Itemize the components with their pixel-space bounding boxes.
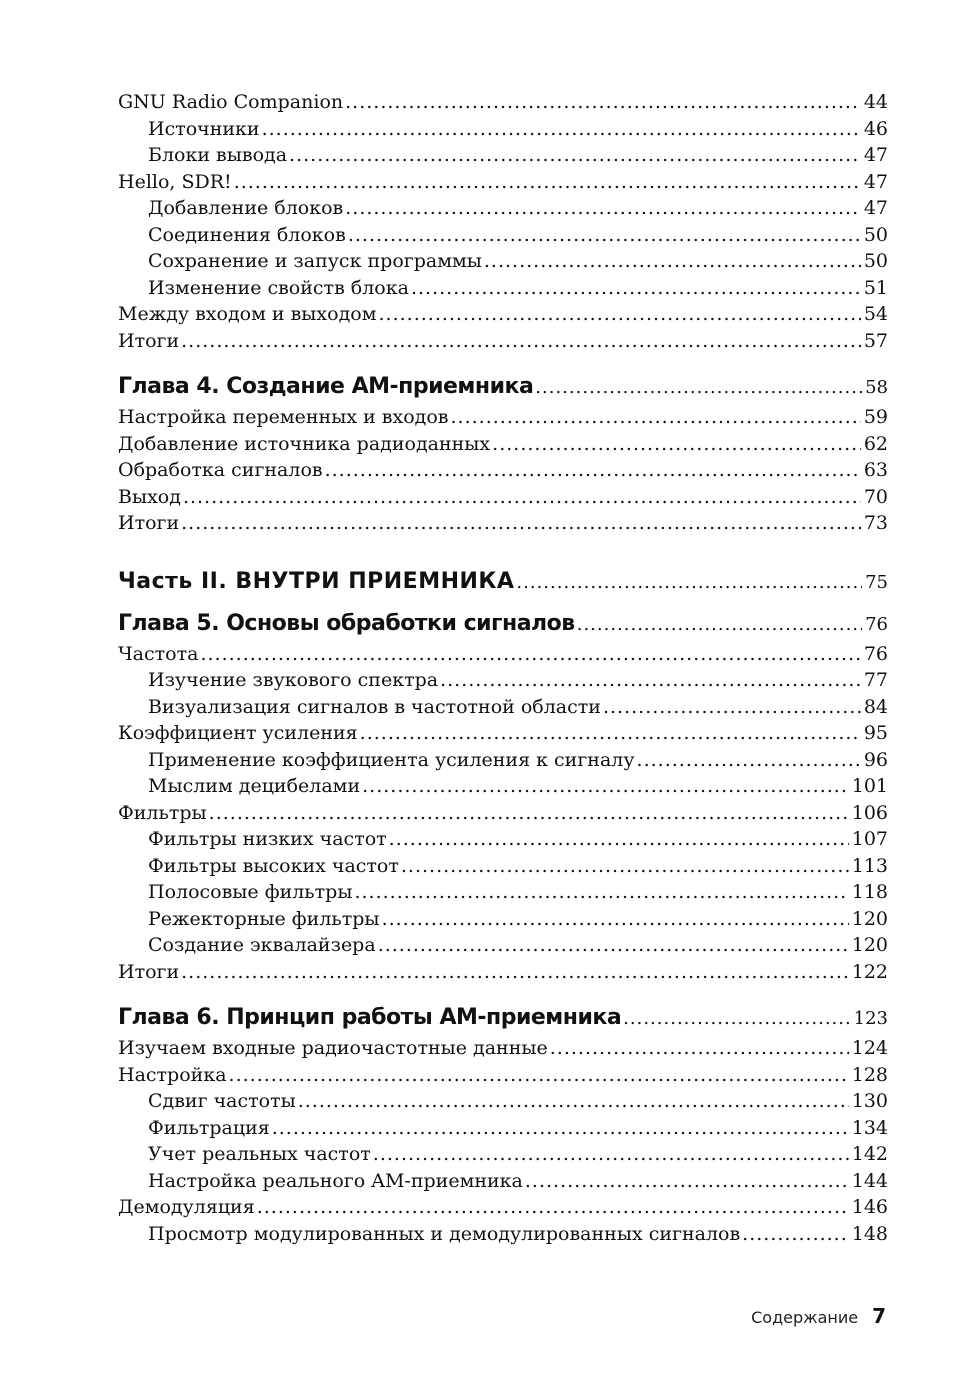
dot-leader — [378, 932, 849, 959]
chapter-page: 123 — [853, 1008, 888, 1029]
entry-page: 124 — [851, 1037, 888, 1059]
toc-entry — [118, 853, 888, 880]
toc-entry — [118, 328, 888, 355]
chapter-heading — [118, 370, 888, 404]
entry-page: 101 — [851, 775, 888, 797]
entry-page: 44 — [863, 91, 888, 113]
entry-title: GNU Radio Companion — [118, 91, 344, 113]
dot-leader — [234, 169, 861, 196]
entry-page: 95 — [863, 722, 888, 744]
entry-title: Учет реальных частот — [148, 1143, 371, 1165]
dot-leader — [360, 720, 861, 747]
dot-leader — [200, 641, 860, 668]
entry-title: Режекторные фильтры — [148, 907, 380, 930]
chapter-page: 58 — [865, 377, 888, 398]
dot-leader — [401, 853, 849, 880]
page-footer — [751, 1304, 886, 1328]
entry-page: 63 — [863, 459, 888, 481]
dot-leader — [373, 1141, 849, 1168]
entry-page: 148 — [851, 1222, 888, 1245]
entry-page: 50 — [863, 250, 888, 272]
spacer — [118, 985, 888, 1001]
toc-entry — [118, 906, 888, 933]
entry-title: Изменение свойств блока — [148, 276, 409, 299]
entry-title: Сдвиг частоты — [148, 1090, 296, 1112]
toc-entry — [118, 1221, 888, 1248]
dot-leader — [516, 565, 862, 600]
dot-leader — [257, 1194, 849, 1221]
entry-title: Выход — [118, 485, 181, 508]
entry-page: 120 — [851, 934, 888, 956]
entry-page: 130 — [851, 1090, 888, 1112]
toc-entry — [118, 1168, 888, 1195]
dot-leader — [362, 773, 849, 800]
toc-entry — [118, 641, 888, 668]
entry-title: Фильтры высоких частот — [148, 854, 399, 877]
toc-entry — [118, 932, 888, 959]
toc-entry — [118, 484, 888, 511]
entry-title: Создание эквалайзера — [148, 934, 376, 956]
chapter-title: Глава 6. Принцип работы AM-приемника — [118, 1005, 622, 1030]
toc-entry — [118, 431, 888, 458]
toc-entry — [118, 142, 888, 169]
entry-title: Полосовые фильтры — [148, 881, 353, 903]
toc-entry — [118, 1194, 888, 1221]
dot-leader — [181, 328, 861, 355]
toc-entry — [118, 116, 888, 143]
entry-page: 50 — [863, 223, 888, 246]
dot-leader — [577, 607, 862, 642]
dot-leader — [181, 959, 849, 986]
toc-entry — [118, 195, 888, 222]
entry-title: Между входом и выходом — [118, 303, 377, 325]
entry-page: 73 — [863, 512, 888, 534]
entry-title: Визуализация сигналов в частотной области — [148, 695, 601, 718]
entry-page: 120 — [851, 907, 888, 930]
dot-leader — [623, 1001, 850, 1036]
entry-page: 106 — [851, 801, 888, 824]
entry-title: Мыслим децибелами — [148, 775, 361, 797]
entry-title: Итоги — [118, 960, 180, 983]
entry-page: 47 — [863, 197, 888, 219]
toc-entry — [118, 1141, 888, 1168]
entry-page: 51 — [863, 276, 888, 299]
entry-title: Сохранение и запуск программы — [148, 250, 482, 272]
dot-leader — [440, 667, 861, 694]
chapter-heading — [118, 1001, 888, 1035]
entry-page: 144 — [851, 1169, 888, 1192]
dot-leader — [451, 404, 861, 431]
toc-entry — [118, 720, 888, 747]
dot-leader — [637, 747, 861, 774]
entry-title: Фильтры низких частот — [148, 828, 387, 850]
entry-title: Соединения блоков — [148, 223, 346, 246]
entry-title: Настройка — [118, 1063, 227, 1086]
dot-leader — [325, 457, 861, 484]
entry-title: Фильтрация — [148, 1116, 270, 1139]
dot-leader — [209, 800, 849, 827]
dot-leader — [354, 879, 848, 906]
spacer — [118, 354, 888, 370]
dot-leader — [229, 1062, 849, 1089]
entry-title: Частота — [118, 642, 199, 665]
chapter-title: Глава 5. Основы обработки сигналов — [118, 610, 575, 636]
toc-entry — [118, 169, 888, 196]
table-of-contents — [118, 89, 888, 1247]
entry-page: 134 — [851, 1116, 888, 1139]
entry-page: 59 — [863, 406, 888, 428]
entry-title: Демодуляция — [118, 1196, 255, 1218]
toc-entry — [118, 773, 888, 800]
toc-entry — [118, 510, 888, 537]
dot-leader — [603, 694, 861, 721]
entry-page: 70 — [863, 485, 888, 508]
toc-entry — [118, 667, 888, 694]
part-title: Часть II. ВНУТРИ ПРИЕМНИКА — [118, 568, 515, 594]
chapter-heading — [118, 607, 888, 641]
entry-title: Итоги — [118, 329, 180, 352]
toc-entry — [118, 879, 888, 906]
toc-entry — [118, 959, 888, 986]
toc-entry — [118, 1088, 888, 1115]
chapter-title: Глава 4. Создание AM-приемника — [118, 374, 534, 399]
chapter-page: 76 — [865, 613, 888, 635]
entry-title: Добавление источника радиоданных — [118, 432, 491, 455]
dot-leader — [492, 431, 861, 458]
entry-page: 118 — [851, 881, 888, 903]
dot-leader — [272, 1115, 849, 1142]
entry-page: 84 — [863, 695, 888, 718]
dot-leader — [345, 89, 861, 116]
entry-title: Добавление блоков — [148, 197, 344, 219]
toc-entry — [118, 248, 888, 275]
entry-title: Блоки вывода — [148, 144, 288, 166]
dot-leader — [183, 484, 861, 511]
entry-title: Просмотр модулированных и демодулированных сигналов — [148, 1222, 741, 1245]
entry-title: Hello, SDR! — [118, 170, 232, 193]
toc-entry — [118, 1035, 888, 1062]
entry-page: 113 — [851, 854, 888, 877]
toc-entry — [118, 800, 888, 827]
toc-entry — [118, 89, 888, 116]
entry-title: Настройка реального AM-приемника — [148, 1169, 523, 1192]
toc-entry — [118, 457, 888, 484]
entry-page: 142 — [851, 1143, 888, 1165]
entry-title: Изучение звукового спектра — [148, 669, 439, 691]
dot-leader — [289, 142, 861, 169]
entry-page: 96 — [863, 748, 888, 771]
entry-page: 146 — [851, 1196, 888, 1218]
entry-page: 46 — [863, 117, 888, 140]
entry-title: Коэффициент усиления — [118, 722, 358, 744]
dot-leader — [382, 906, 849, 933]
dot-leader — [379, 301, 861, 328]
toc-entry — [118, 1062, 888, 1089]
dot-leader — [535, 370, 862, 405]
entry-title: Настройка переменных и входов — [118, 406, 449, 428]
dot-leader — [484, 248, 861, 275]
entry-title: Источники — [148, 117, 260, 140]
entry-page: 47 — [863, 170, 888, 193]
dot-leader — [345, 195, 861, 222]
dot-leader — [411, 275, 861, 302]
toc-entry — [118, 301, 888, 328]
toc-entry — [118, 275, 888, 302]
entry-title: Обработка сигналов — [118, 459, 323, 481]
toc-entry — [118, 826, 888, 853]
toc-entry — [118, 222, 888, 249]
entry-page: 47 — [863, 144, 888, 166]
dot-leader — [550, 1035, 849, 1062]
entry-page: 128 — [851, 1063, 888, 1086]
entry-title: Итоги — [118, 512, 180, 534]
dot-leader — [525, 1168, 849, 1195]
running-footer-label: Содержание — [751, 1308, 859, 1327]
entry-page: 62 — [863, 432, 888, 455]
entry-page: 77 — [863, 669, 888, 691]
part-page: 75 — [865, 571, 888, 593]
toc-entry — [118, 694, 888, 721]
entry-page: 76 — [863, 642, 888, 665]
spacer — [118, 537, 888, 565]
entry-title: Изучаем входные радиочастотные данные — [118, 1037, 548, 1059]
entry-page: 54 — [863, 303, 888, 325]
dot-leader — [181, 510, 861, 537]
entry-page: 107 — [851, 828, 888, 850]
entry-page: 57 — [863, 329, 888, 352]
dot-leader — [389, 826, 849, 853]
entry-title: Фильтры — [118, 801, 207, 824]
spacer — [118, 599, 888, 607]
toc-entry — [118, 1115, 888, 1142]
entry-title: Применение коэффициента усиления к сигналу — [148, 748, 635, 771]
entry-page: 122 — [851, 960, 888, 983]
dot-leader — [742, 1221, 849, 1248]
dot-leader — [298, 1088, 849, 1115]
page-number: 7 — [872, 1304, 886, 1328]
toc-entry — [118, 747, 888, 774]
dot-leader — [262, 116, 861, 143]
toc-entry — [118, 404, 888, 431]
dot-leader — [348, 222, 861, 249]
part-heading — [118, 565, 888, 599]
